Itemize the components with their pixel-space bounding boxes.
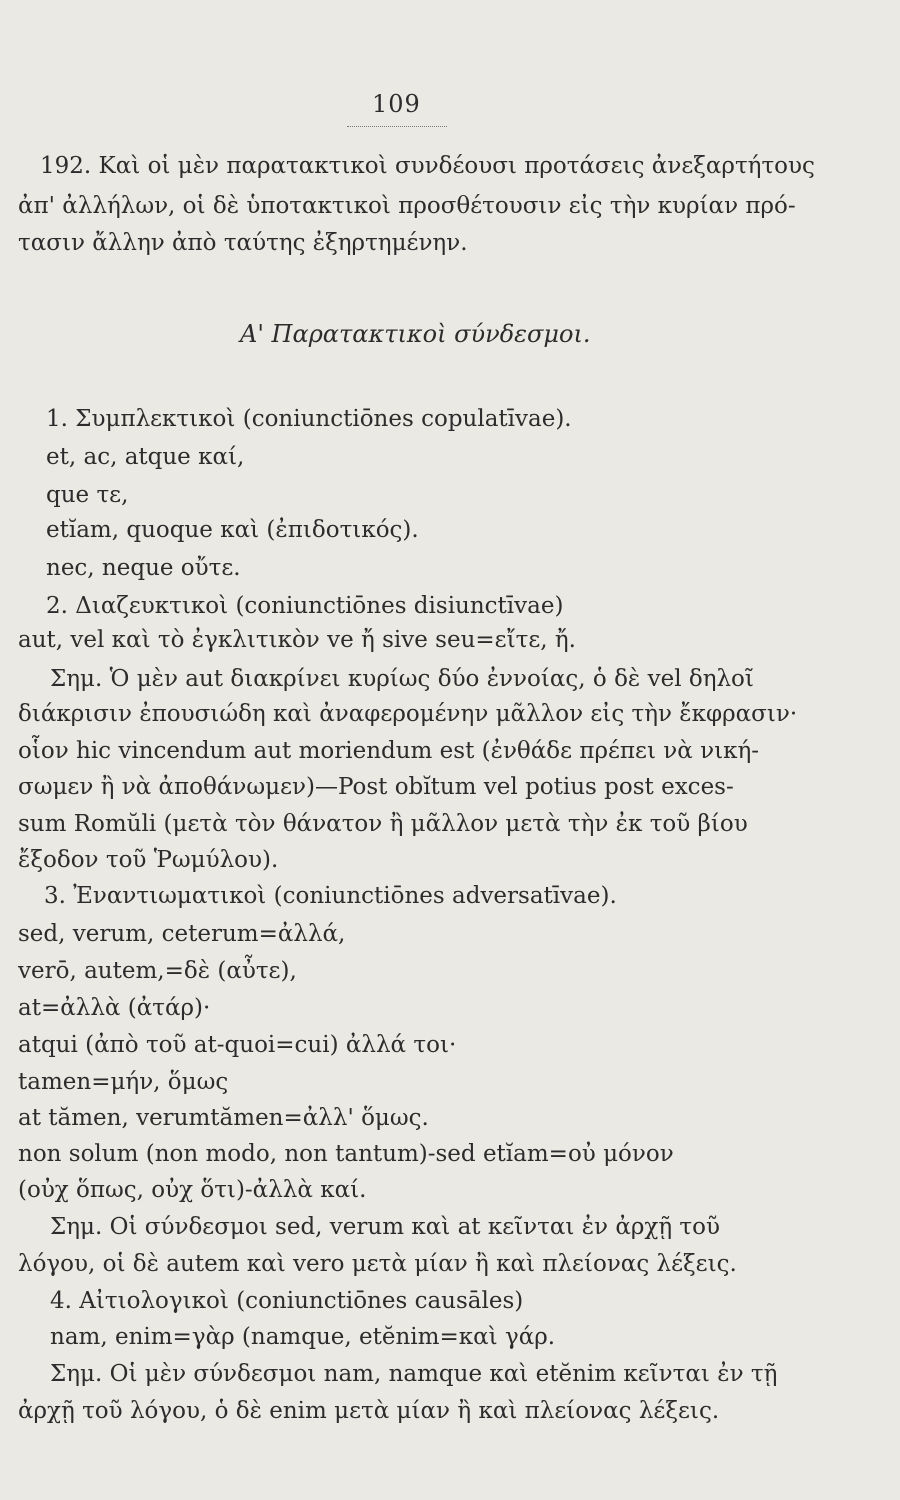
text-line: nam, enim=γὰρ (namque, etĕnim=καὶ γάρ. (50, 1324, 556, 1350)
text-line: et, ac, atque καί, (46, 444, 245, 470)
page-number: 109 (372, 90, 421, 118)
text-line: ἀρχῇ τοῦ λόγου, ὁ δὲ enim μετὰ μίαν ἢ καὶ πλείονας λέξεις. (18, 1398, 720, 1424)
text-line: sed, verum, ceterum=ἀλλά, (18, 921, 346, 947)
text-line: 1. Συμπλεκτικοὶ (coniunctiōnes copulatīvae). (46, 406, 572, 432)
text-line: οἷον hic vincendum aut moriendum est (ἐνθάδε πρέπει νὰ νική- (18, 738, 760, 764)
text-line: 3. Ἐναντιωματικοὶ (coniunctiōnes adversatīvae). (44, 883, 617, 909)
text-line: διάκρισιν ἐπουσιώδη καὶ ἀναφερομένην μᾶλλον εἰς τὴν ἔκφρασιν· (18, 701, 798, 727)
text-line: (οὐχ ὅπως, οὐχ ὅτι)-ἀλλὰ καί. (18, 1177, 367, 1203)
text-line: λόγου, οἱ δὲ autem καὶ vero μετὰ μίαν ἢ καὶ πλείονας λέξεις. (18, 1251, 737, 1277)
text-line: sum Romŭli (μετὰ τὸν θάνατον ἢ μᾶλλον μετὰ τὴν ἐκ τοῦ βίου (18, 811, 748, 837)
text-line: Σημ. Ὁ μὲν aut διακρίνει κυρίως δύο ἐννοίας, ὁ δὲ vel δηλοῖ (50, 666, 754, 692)
text-line: ἔξοδον τοῦ Ῥωμύλου). (18, 847, 279, 873)
text-line: tamen=μήν, ὅμως (18, 1069, 229, 1095)
text-line: at tămen, verumtămen=ἀλλ' ὅμως. (18, 1105, 429, 1131)
text-line: non solum (non modo, non tantum)-sed etĭam=οὐ μόνον (18, 1141, 674, 1167)
text-line: nec, neque οὔτε. (46, 555, 241, 581)
text-line: que τε, (46, 482, 129, 508)
text-line: 4. Αἰτιολογικοὶ (coniunctiōnes causāles) (50, 1288, 524, 1314)
text-line: Σημ. Οἱ μὲν σύνδεσμοι nam, namque καὶ etĕnim κεῖνται ἐν τῇ (50, 1361, 778, 1387)
text-line: atqui (ἀπὸ τοῦ at-quoi=cui) ἀλλά τοι· (18, 1032, 457, 1058)
text-line: aut, vel καὶ τὸ ἐγκλιτικὸν ve ἤ sive seu=εἴτε, ἤ. (18, 627, 576, 653)
page-number-rule (347, 126, 447, 127)
section-heading: Α' Παρατακτικοὶ σύνδεσμοι. (240, 320, 591, 348)
text-line: σωμεν ἢ νὰ ἀποθάνωμεν)—Post obĭtum vel potius post exces- (18, 774, 734, 800)
text-line: τασιν ἄλλην ἀπὸ ταύτης ἐξηρτημένην. (18, 230, 468, 256)
text-line: 2. Διαζευκτικοὶ (coniunctiōnes disiunctīvae) (46, 593, 564, 619)
text-line: verō, autem,=δὲ (αὖτε), (18, 958, 297, 984)
text-line: Σημ. Οἱ σύνδεσμοι sed, verum καὶ at κεῖνται ἐν ἀρχῇ τοῦ (50, 1214, 720, 1240)
text-line: ἀπ' ἀλλήλων, οἱ δὲ ὑποτακτικοὶ προσθέτουσιν εἰς τὴν κυρίαν πρό- (18, 193, 796, 219)
text-line: etĭam, quoque καὶ (ἐπιδοτικός). (46, 517, 419, 543)
text-line: at=ἀλλὰ (ἀτάρ)· (18, 995, 211, 1021)
text-line: 192. Καὶ οἱ μὲν παρατακτικοὶ συνδέουσι προτάσεις ἀνεξαρτήτους (40, 153, 815, 179)
